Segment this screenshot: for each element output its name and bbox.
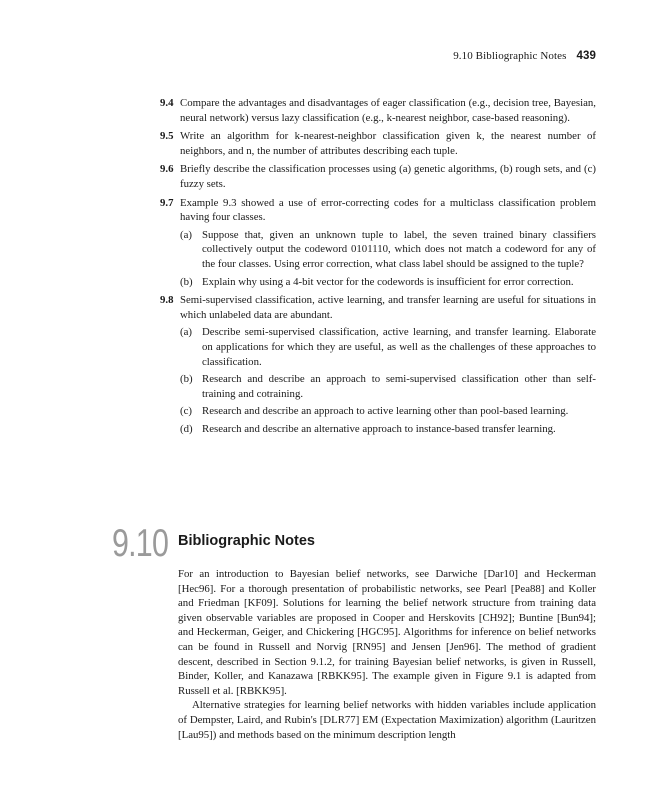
subquestion-label: (d) <box>180 422 193 435</box>
subquestion <box>180 275 596 290</box>
subquestion-text: Research and describe an alternative approach to instance-based transfer learning. <box>202 422 556 435</box>
exercise-text: Example 9.3 showed a use of error-correcting codes for a multiclass classification problem having four classes. <box>180 196 596 224</box>
exercise-text: Compare the advantages and disadvantages of eager classification (e.g., decision tree, Bayesian, neural network) versus lazy classification (e.g., k-nearest neighbor, case-based reasoning). <box>180 97 596 124</box>
exercise-list <box>160 96 596 440</box>
section-title: Bibliographic Notes <box>178 533 315 549</box>
exercise-number: 9.7 <box>160 196 174 209</box>
exercise-number: 9.4 <box>160 97 174 109</box>
subquestion-text: Explain why using a 4-bit vector for the codewords is insufficient for error correction. <box>202 275 574 288</box>
page-number: 439 <box>576 50 596 62</box>
exercise-number: 9.6 <box>160 163 174 176</box>
section-number: 9.10 <box>112 522 169 565</box>
exercise-text: Write an algorithm for k-nearest-neighbor classification given k, the nearest number of neighbors, and n, the number of attributes describing each tuple. <box>180 130 596 157</box>
exercise-number: 9.8 <box>160 294 174 307</box>
subquestion-label: (c) <box>180 405 192 418</box>
exercise-9-4 <box>160 96 596 125</box>
subquestion <box>180 228 596 272</box>
running-header <box>453 50 596 62</box>
exercise-9-8 <box>160 293 596 436</box>
subquestion-text: Research and describe an approach to semi-supervised classification other than self-training and cotraining. <box>202 373 596 400</box>
subquestion-label: (b) <box>180 275 193 288</box>
subquestion <box>180 325 596 369</box>
exercise-text: Semi-supervised classification, active learning, and transfer learning are useful for situations in which unlabeled data are abundant. <box>180 294 596 321</box>
subquestion <box>180 422 596 437</box>
subquestion <box>180 372 596 401</box>
subquestion-label: (a) <box>180 326 192 339</box>
notes-paragraph: For an introduction to Bayesian belief networks, see Darwiche [Dar10] and Heckerman [Hec96]. For a thorough presentation of probabilistic networks, see Pearl [Pea88] and Koller and Friedman [KF09]. Solutions for learning the belief network structure from training data given observable variables are proposed in Cooper and Herskovits [CH92]; Buntine [Bun94]; and Heckerman, Geiger, and Chickering [HGC95]. Algorithms for inference on belief networks can be found in Russell and Norvig [RN95] and Jensen [Jen96]. The method of gradient descent, described in Section 9.1.2, for training Bayesian belief networks, is given in Russell, Binder, Koller, and Kanazawa [RBKK95]. The example given in Figure 9.1 is adapted from Russell et al. [RBKK95]. <box>178 568 596 697</box>
bibliographic-notes-body <box>178 567 596 742</box>
exercise-text: Briefly describe the classification processes using (a) genetic algorithms, (b) rough sets, and (c) fuzzy sets. <box>180 163 596 190</box>
exercise-number: 9.5 <box>160 130 174 143</box>
subquestion-text: Describe semi-supervised classification, active learning, and transfer learning. Elaborate on applications for which they are useful, as well as the challenges of these approaches to classification. <box>202 326 596 368</box>
subquestion-text: Suppose that, given an unknown tuple to label, the seven trained binary classifiers collectively output the codeword 0101110, which does not match a codeword for any of the four classes. Using error correction, what class label should be assigned to the tuple? <box>202 228 596 270</box>
subquestion-text: Research and describe an approach to active learning other than pool-based learning. <box>202 405 569 418</box>
exercise-9-5 <box>160 129 596 158</box>
exercise-9-7 <box>160 196 596 290</box>
notes-paragraph: Alternative strategies for learning belief networks with hidden variables include application of Dempster, Laird, and Rubin's [DLR77] EM (Expectation Maximization) algorithm (Lauritzen [Lau95]) and methods based on the minimum description length <box>178 699 596 741</box>
exercise-9-6 <box>160 162 596 191</box>
subquestion-label: (a) <box>180 228 192 241</box>
subquestion <box>180 404 596 419</box>
subquestion-label: (b) <box>180 373 193 386</box>
header-section-title: 9.10 Bibliographic Notes <box>453 50 567 62</box>
